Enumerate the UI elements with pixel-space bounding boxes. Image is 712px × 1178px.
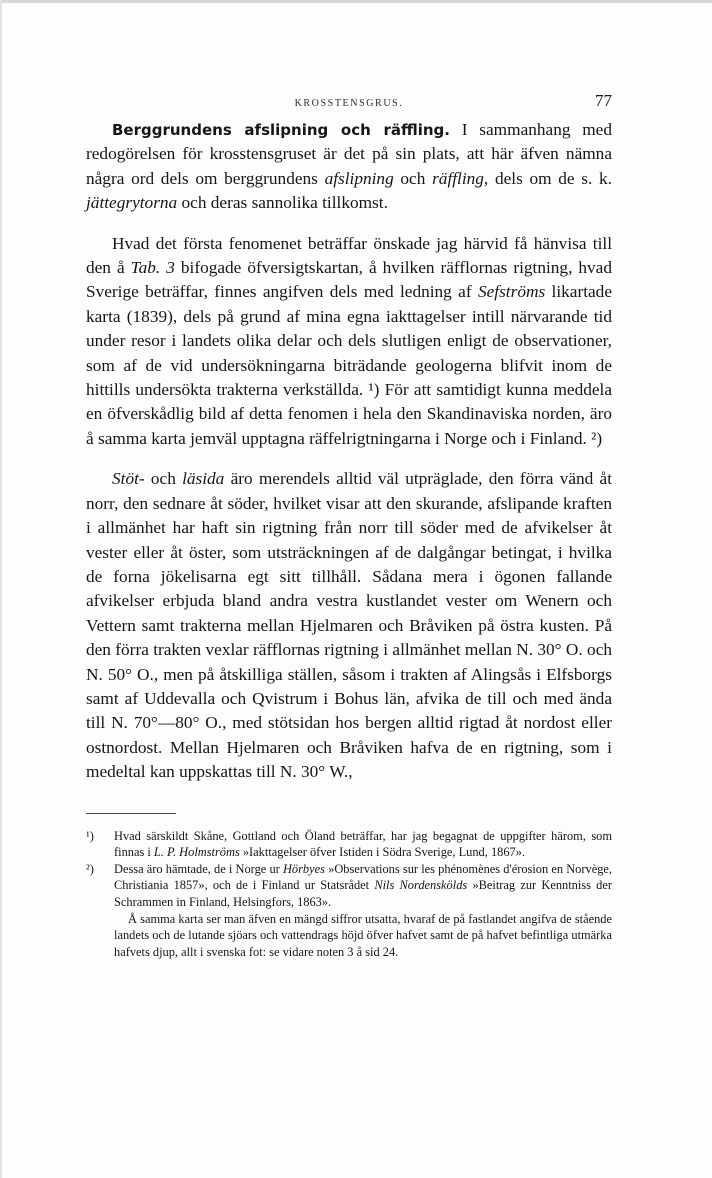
book-page: [86, 91, 613, 960]
main-text: [86, 118, 612, 785]
footnote-2-mark: ²): [86, 861, 94, 876]
p2-emphasis-1: Tab. 3: [130, 258, 175, 278]
p2-text-1: Hvad det första fenomenet beträffar önskade jag härvid få hänvisa till den å: [86, 233, 612, 278]
p3-text-1: och: [144, 469, 183, 489]
p3-text-2: äro merendels alltid väl utpräglade, den förra vänd åt norr, den sednare åt söder, hvilket visar att den skurande, afslipande kraften i allmänhet har haft sin rigtning från norr till söder med de afvikelser åt vester eller åt öster, som utsträckningen af de dalgångar betingat, i hvilka de forna jökelisarna egt sitt tillhåll. Sådana mera i ögonen fallande afvikelser erbjuda bland andra vestra kustlandet vester om Wenern och Vettern samt trakterna mellan Hjelmaren och Bråviken på östra kusten. På den förra trakten vexlar räfflornas rigtning i allmänhet mellan N. 30° O. och N. 50° O., men på åtskilliga ställen, såsom i trakten af Alingsås i Elfsborgs samt af Uddevalla och Qvistrum i Bohus län, afvika de till och med ända till N. 70°—80° O., med stötsidan hos bergen alltid rigtad åt nordost eller ostnordost. Mellan Hjelmaren och Bråviken hafva de en rigtning, som i medeltal kan uppskattas till N. 30° W.,: [86, 469, 613, 782]
footnote-rule: [86, 813, 176, 814]
footnotes: [86, 828, 612, 961]
page-number: 77: [595, 91, 612, 110]
footnote-1-mark: ¹): [86, 828, 94, 843]
p1-emphasis-3: jättegrytorna: [86, 193, 178, 213]
footnote-1: [86, 828, 612, 861]
paragraph-2: [86, 232, 612, 452]
running-title: KROSSTENSGRUS.: [294, 98, 404, 109]
scan-top-edge: [0, 0, 712, 3]
p1-text-1: I sammanhang med redogörelsen för krosstensgruset är det på sin plats, att här äfven nämna några ord dels om berggrundens: [86, 120, 612, 188]
scan-left-edge: [0, 0, 2, 1178]
paragraph-1: [86, 118, 612, 216]
section-heading: Berggrundens afslipning och räffling.: [112, 121, 450, 139]
p1-text-2: och: [393, 168, 433, 188]
footnote-1-text: [114, 828, 612, 861]
p3-emphasis-2: läsida: [182, 469, 225, 489]
p2-text-4: För att samtidigt kunna meddela en öfverskådlig bild af detta fenomen i hela den Skandinaviska norden, äro å samma karta jemväl upptagna räffelrigtningarna i Norge och i Finland.: [86, 380, 612, 448]
p1-emphasis-1: afslipning: [324, 168, 394, 188]
paragraph-gap: [86, 451, 612, 467]
paragraph-gap: [86, 216, 612, 232]
fn2-emphasis-1: Hörbyes: [282, 861, 325, 876]
fn2-text-2: »Observations sur les phénomènes d'érosion en Norvège, Christiania 1857», och de i Finland ur Statsrådet: [114, 861, 612, 893]
fn2-text-3: »Beitrag zur Kenntniss der Schrammen in Finland, Helsingfors, 1863».: [114, 878, 612, 909]
footnote-2-continuation: Å samma karta ser man äfven en mängd siffror utsatta, hvaraf de på fastlandet angifva de stående landets och de lutande sjöars och vattendrags höjd öfver hafvet samt de på hafvet befintliga utmärka hafvets djup, allt i svenska fot: se vidare noten 3 å sid 24.: [114, 911, 612, 959]
footnote-2-text: [114, 861, 612, 911]
p2-emphasis-2: Sefströms: [477, 282, 546, 302]
p1-text-3: dels om de s. k.: [488, 168, 612, 188]
p1-text-4: och deras sannolika tillkomst.: [177, 193, 388, 213]
footnote-2: [86, 861, 612, 961]
fn1-text-1: Hvad särskildt Skåne, Gottland och Öland beträffar, har jag begagnat de uppgifter härom, som finnas i: [114, 828, 612, 860]
page-header: [86, 91, 612, 118]
fn2-text-1: Dessa äro hämtade, de i Norge ur: [114, 861, 283, 876]
p2-text-3: likartade karta (1839), dels på grund af mina egna iakttagelser intill närvarande tid under resor i landets olika delar och dels slutligen enligt de observationer, som af de vid undersökningarna biträdande geologerna blifvit inom de hittills undersökta trakterna verkställda.: [86, 282, 612, 400]
footnote-ref-2: ²): [591, 428, 603, 448]
fn1-text-2: »Iakttagelser öfver Istiden i Södra Sverige, Lund, 1867».: [239, 845, 526, 860]
footnote-ref-1: ¹): [368, 380, 380, 400]
paragraph-3: [86, 467, 612, 784]
fn1-emphasis-1: L. P. Holmströms: [153, 845, 240, 860]
p3-emphasis-1: Stöt-: [112, 469, 145, 489]
p2-text-2: bifogade öfversigtskartan, å hvilken räfflornas rigtning, hvad Sverige beträffar, finnes angifven dels med ledning af: [86, 258, 612, 302]
fn2-emphasis-2: Nils Nordenskölds: [374, 878, 468, 893]
p1-emphasis-2: räffling,: [432, 168, 489, 188]
